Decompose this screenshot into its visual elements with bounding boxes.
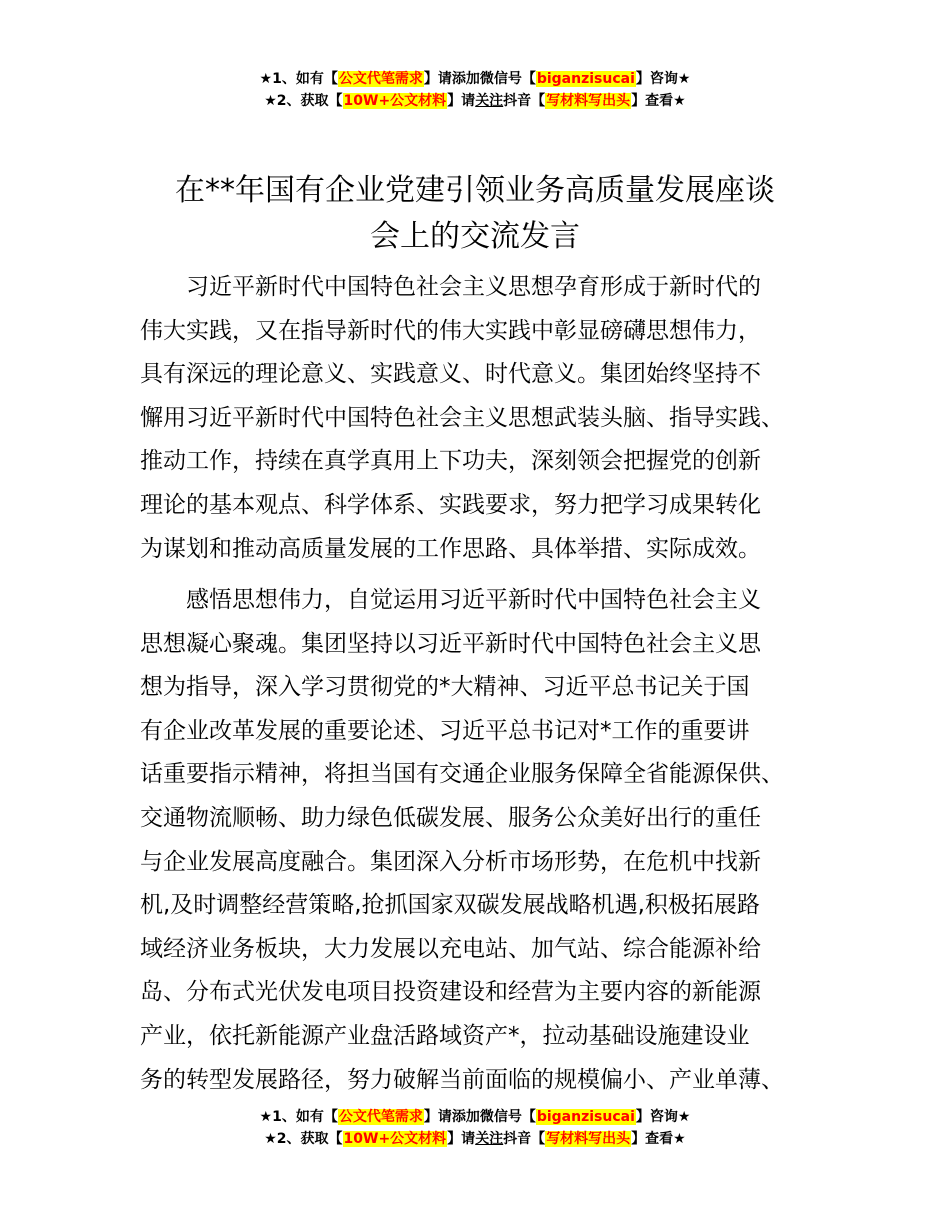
- footer-banner: [0, 1106, 950, 1150]
- highlight-ghostwriting: 公文代笔需求: [338, 1109, 423, 1125]
- text-line: 交通物流顺畅、助力绿色低碳发展、服务公众美好出行的重任: [140, 804, 761, 831]
- banner-line-2: ★2、获取【10W+公文材料】请关注抖音【写材料写出头】查看★: [264, 1131, 686, 1147]
- text-line: 与企业发展高度融合。集团深入分析市场形势，在危机中找新: [140, 848, 761, 875]
- text-line: 产业，依托新能源产业盘活路域资产*，拉动基础设施建设业: [140, 1022, 750, 1049]
- text-line: 务的转型发展路径，努力破解当前面临的规模偏小、产业单薄、: [140, 1066, 784, 1093]
- text-line: 理论的基本观点、科学体系、实践要求，努力把学习成果转化: [140, 491, 761, 518]
- banner-line-2: ★2、获取【10W+公文材料】请关注抖音【写材料写出头】查看★: [264, 93, 686, 109]
- text-line: 为谋划和推动高质量发展的工作思路、具体举措、实际成效。: [140, 535, 761, 562]
- underlined-follow: 关注: [475, 93, 504, 109]
- underlined-follow: 关注: [475, 1131, 504, 1147]
- title-line: 会上的交流发言: [370, 219, 580, 254]
- text-line: 具有深远的理论意义、实践意义、时代意义。集团始终坚持不: [140, 361, 761, 388]
- text-line: 想为指导，深入学习贯彻党的*大精神、习近平总书记关于国: [140, 674, 750, 701]
- highlight-douyin-account: 写材料写出头: [546, 1131, 631, 1147]
- text-line: 习近平新时代中国特色社会主义思想孕育形成于新时代的: [140, 274, 761, 300]
- text-line: 思想凝心聚魂。集团坚持以习近平新时代中国特色社会主义思: [140, 630, 761, 657]
- paragraph-2: [140, 579, 840, 1102]
- banner-line-1: ★1、如有【公文代笔需求】请添加微信号【biganzisucai】咨询★: [259, 1109, 691, 1125]
- highlight-douyin-account: 写材料写出头: [546, 93, 631, 109]
- highlight-wechat-id: biganzisucai: [536, 71, 635, 87]
- highlight-materials: 10W+公文材料: [343, 1131, 447, 1147]
- text-line: 感悟思想伟力，自觉运用习近平新时代中国特色社会主义: [140, 587, 761, 613]
- text-line: 伟大实践，又在指导新时代的伟大实践中彰显磅礴思想伟力，: [140, 317, 761, 344]
- text-line: 话重要指示精神，将担当国有交通企业服务保障全省能源保供、: [140, 761, 784, 788]
- highlight-wechat-id: biganzisucai: [536, 1109, 635, 1125]
- text-line: 推动工作，持续在真学真用上下功夫，深刻领会把握党的创新: [140, 448, 761, 475]
- text-line: 有企业改革发展的重要论述、习近平总书记对*工作的重要讲: [140, 717, 750, 744]
- text-line: 岛、分布式光伏发电项目投资建设和经营为主要内容的新能源: [140, 979, 761, 1006]
- title-line: 在**年国有企业党建引领业务高质量发展座谈: [175, 173, 775, 208]
- document-title: [130, 168, 820, 260]
- header-banner: [0, 68, 950, 112]
- highlight-ghostwriting: 公文代笔需求: [338, 71, 423, 87]
- banner-line-1: ★1、如有【公文代笔需求】请添加微信号【biganzisucai】咨询★: [259, 71, 691, 87]
- text-line: 域经济业务板块，大力发展以充电站、加气站、综合能源补给: [140, 935, 761, 962]
- text-line: 懈用习近平新时代中国特色社会主义思想武装头脑、指导实践、: [140, 404, 784, 431]
- text-line: 机,及时调整经营策略,抢抓国家双碳发展战略机遇,积极拓展路: [140, 892, 760, 919]
- paragraph-1: [140, 266, 840, 571]
- highlight-materials: 10W+公文材料: [343, 93, 447, 109]
